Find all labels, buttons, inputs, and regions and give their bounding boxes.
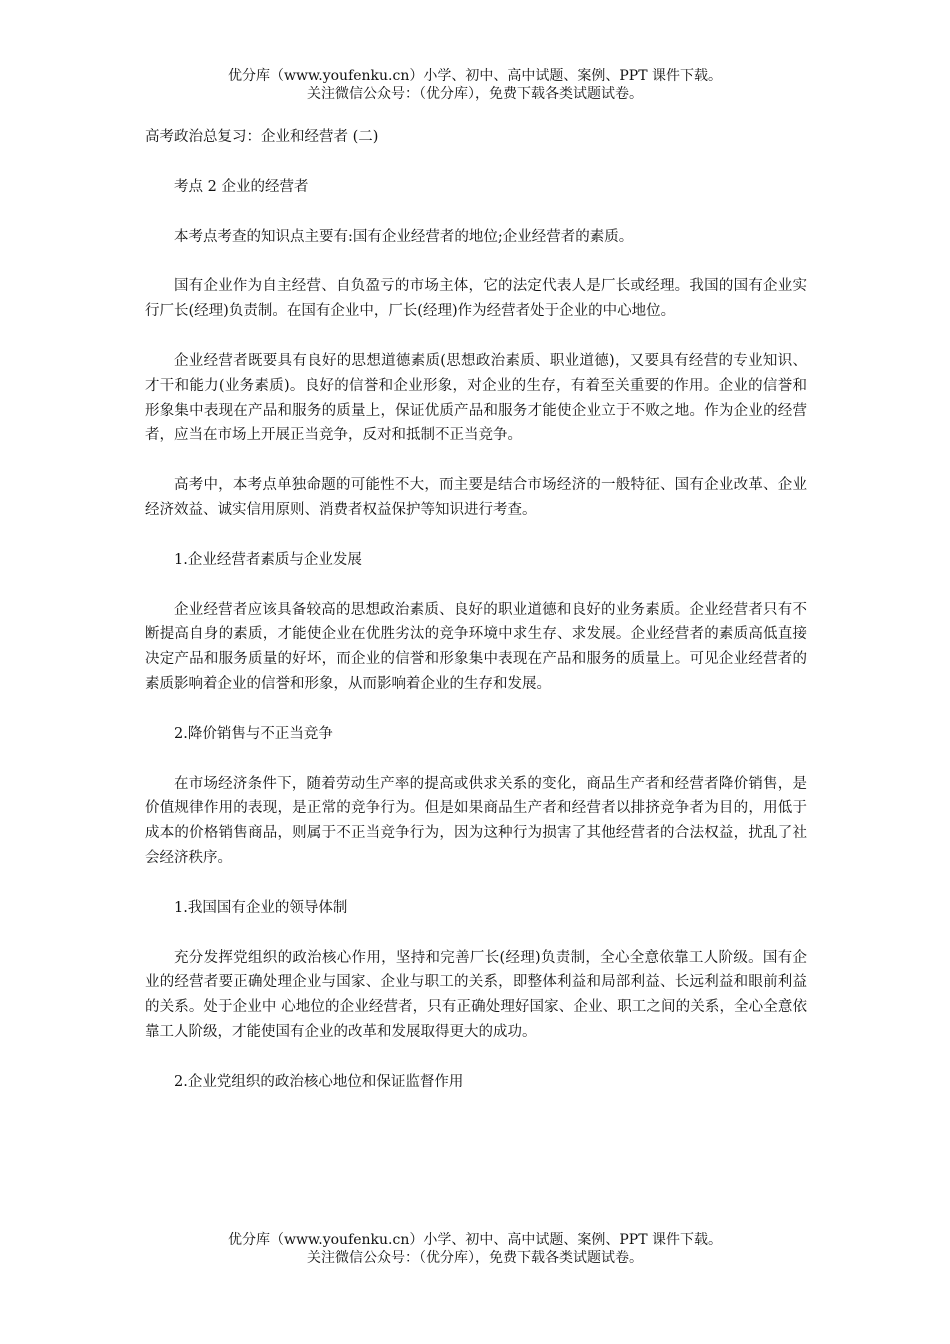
footer-line-1: 优分库（www.youfenku.cn）小学、初中、高中试题、案例、PPT 课件下载。: [227, 1232, 722, 1248]
subheading: 1.企业经营者素质与企业发展: [174, 551, 362, 568]
paragraph: 高考中，本考点单独命题的可能性不大，而主要是结合市场经济的一般特征、国有企业改革、企业经济效益、诚实信用原则、消费者权益保护等知识进行考查。: [145, 477, 807, 518]
header-line-2: 关注微信公众号：（优分库），免费下载各类试题试卷。: [307, 86, 643, 102]
paragraph: 企业经营者应该具备较高的思想政治素质、良好的职业道德和良好的业务素质。企业经营者只有不断提高自身的素质，才能使企业在优胜劣汰的竞争环境中求生存、求发展。企业经营者的素质高低直接决定产品和服务质量的好坏，而企业的信誉和形象集中表现在产品和服务的质量上。可见企业经营者的素质影响着企业的信誉和形象，从而影响着企业的生存和发展。: [145, 601, 807, 692]
paragraph: 国有企业作为自主经营、自负盈亏的市场主体，它的法定代表人是厂长或经理。我国的国有企业实行厂长(经理)负责制。在国有企业中，厂长(经理)作为经营者处于企业的中心地位。: [145, 278, 807, 320]
page-footer-banner: [0, 1231, 950, 1267]
section-heading: 考点 2 企业的经营者: [174, 178, 309, 195]
page-header-banner: [0, 67, 950, 103]
header-line-1: 优分库（www.youfenku.cn）小学、初中、高中试题、案例、PPT 课件下载。: [227, 68, 722, 84]
footer-line-2: 关注微信公众号：（优分库），免费下载各类试题试卷。: [307, 1250, 643, 1266]
document-title: 高考政治总复习：企业和经营者 (二): [145, 129, 379, 145]
subheading: 1.我国国有企业的领导体制: [174, 899, 348, 916]
paragraph: 企业经营者既要具有良好的思想道德素质(思想政治素质、职业道德)，又要具有经营的专业知识、才干和能力(业务素质)。良好的信誉和企业形象，对企业的生存，有着至关重要的作用。企业的信誉和形象集中表现在产品和服务的质量上，保证优质产品和服务才能使企业立于不败之地。作为企业的经营者，应当在市场上开展正当竞争，反对和抵制不正当竞争。: [145, 352, 807, 444]
subheading: 2.企业党组织的政治核心地位和保证监督作用: [174, 1073, 464, 1090]
paragraph: 在市场经济条件下，随着劳动生产率的提高或供求关系的变化，商品生产者和经营者降价销售，是价值规律作用的表现，是正常的竞争行为。但是如果商品生产者和经营者以排挤竞争者为目的，用低于成本的价格销售商品，则属于不正当竞争行为，因为这种行为损害了其他经营者的合法权益，扰乱了社会经济秩序。: [145, 775, 807, 866]
paragraph: 本考点考查的知识点主要有:国有企业经营者的地位;企业经营者的素质。: [174, 228, 634, 245]
paragraph: 充分发挥党组织的政治核心作用，坚持和完善厂长(经理)负责制，全心全意依靠工人阶级。国有企业的经营者要正确处理企业与国家、企业与职工的关系，即整体利益和局部利益、长远利益和眼前利益的关系。处于企业中 心地位的企业经营者，只有正确处理好国家、企业、职工之间的关系，全心全意依靠工人阶级，才能使国有企业的改革和发展取得更大的成功。: [145, 949, 807, 1040]
subheading: 2.降价销售与不正当竞争: [174, 725, 333, 742]
document-body: [145, 125, 807, 1095]
